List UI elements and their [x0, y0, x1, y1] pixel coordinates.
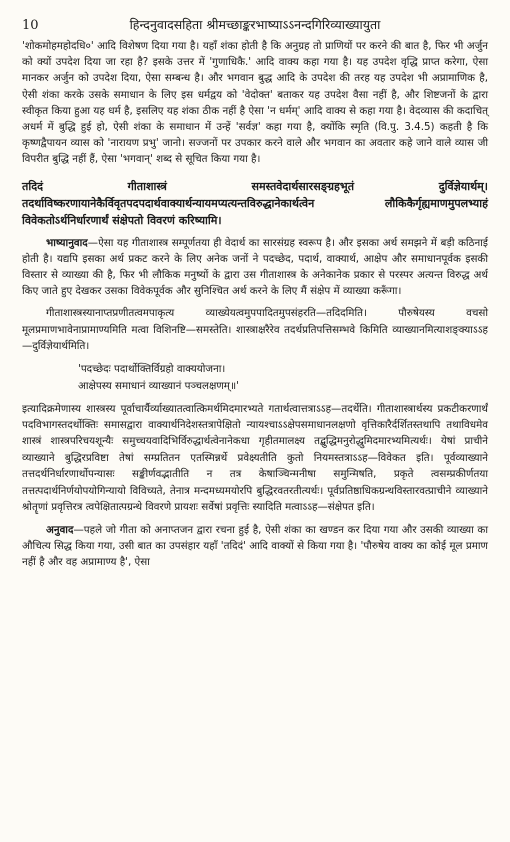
- running-head: हिन्दनुवादसहिता श्रीमच्छाङ्करभाष्याऽऽनन्दगिरिव्याख्यायुता: [129, 17, 381, 32]
- bhashya-text: तदिदं गीताशास्त्रं समस्तवेदार्थसारसङ्ग्रहभूतं दुर्विज्ञेयार्थम्। तदर्थाविष्करणायानेकैर्विवृतपदपदार्थवाक्यार्थन्यायमप्यत्यन्तविरुद्धानेकार्थत्वेन लौकिकैर्गृह्यमाणमुपलभ्याहं विवेकतोऽर्थनिर्धारणार्थं संक्षेपतो विवरणं करिष्यामि।: [22, 179, 488, 227]
- page-number: 10: [22, 18, 39, 33]
- bhashya-translation: [22, 235, 488, 300]
- verse-line-1: 'पदच्छेदः पदार्थोक्तिर्विग्रहो वाक्ययोजना।: [78, 362, 226, 375]
- bhashya-translation-text: —ऐसा यह गीताशास्त्र सम्पूर्णतया ही वेदार्थ का सारसंग्रह स्वरूप है। और इसका अर्थ समझने में बड़ी कठिनाई होती है। यद्यपि इसका अर्थ प्रकट करने के लिए अनेक जनों ने पदच्छेद, पदार्थ, वाक्यार्थ, आक्षेप और समाधानपूर्वक इसकी विस्तार से व्याख्या की है, फिर भी लौकिक मनुष्यों के द्वारा उस गीताशास्त्र के अनेकानेक प्रकार से परस्पर अत्यन्त विरुद्ध अर्थ किए जाते हुए देखकर उसका विवेकपूर्वक और सुनिश्चित अर्थ करने के लिए मैं संक्षेप में व्याख्या करूँगा।: [22, 236, 488, 298]
- page-header: [22, 16, 488, 38]
- commentary-paragraph-2: इत्यादिक्रमेणास्य शास्त्रस्य पूर्वाचार्यैर्व्याख्यातत्वात्किमर्थमिदमारभ्यते गतार्थत्वात्तत्राऽऽह—तदर्थेति। गीताशास्त्रार्थस्य प्रकटीकरणार्थं पदविभागस्तदर्थोक्तिः समासद्वारा वाक्यार्थनिदेशस्तत्रापेक्षितो न्यायश्चाऽऽक्षेपसमाधानलक्षणो वृत्तिकारैर्दर्शितस्तथापि तथाविधमेव शास्त्रं शास्त्रपरिचयशून्यैः समुच्चयवादिभिर्विरुद्धार्थत्वेनानेकधा गृहीतमालक्ष्य तद्बुद्धिमनुरोद्धुमिदमारभ्यमित्यर्थः। येषां प्राचीने व्याख्याने बुद्धिरप्रविष्टा तेषां सम्प्रतितन एतस्मिन्नर्थे प्रवेक्ष्यतीति कुतो नियमस्तत्राऽऽह—विवेकत इति। पूर्वव्याख्याने तत्तदर्थनिर्धारणार्थोपन्यासः सङ्कीर्णवद्भातीति न तत्र केषाञ्चिन्मनीषा समुन्मिषति, प्रकृते त्वसम्प्रकीर्णतया तत्तत्पदार्थनिर्णयोपयोगिन्यायो विविच्यते, तेनात्र मन्दमध्यमयोरपि बुद्धिरवतरतीत्यर्थः। पूर्वप्रतिष्ठाधिकग्रन्थविस्तारवत्प्राचीने व्याख्याने श्रोतॄणां प्रवृत्तिरत्र त्वपेक्षितात्पग्रन्थे विवरणे प्रायशः सर्वेषां प्रवृत्तिः स्यादिति मत्वाऽऽह—संक्षेपत इति।: [22, 402, 488, 514]
- bhashya-translation-label: भाष्यानुवाद: [46, 236, 88, 249]
- commentary-translation-label: अनुवाद: [46, 523, 74, 536]
- commentary-paragraph-1: गीताशास्त्रस्यानाप्तप्रणीतत्वमपाकृत्य व्याख्येयत्वमुपपादितमुपसंहरति—तदिदमिति। पौरुषेयस्य वचसो मूलप्रमाणभावेनाप्रामाण्यमिति मत्वा विशिनष्टि—समस्तेति। शास्त्राक्षरैरेव तदर्थप्रतिपत्तिसम्भवे किमिति व्याख्यानमित्याशङ्क्याऽऽह—दुर्विज्ञेयार्थमिति।: [22, 307, 488, 353]
- quoted-verse: [22, 361, 488, 395]
- verse-line-2: आक्षेपस्य समाधानं व्याख्यानं पञ्चलक्षणम्॥': [78, 379, 239, 392]
- commentary-translation-text: —पहले जो गीता को अनाप्तजन द्वारा रचना हुई है, ऐसी शंका का खण्डन कर दिया गया और उसकी व्याख्या का औचित्य सिद्ध किया गया, उसी बात का उपसंहार यहाँ 'तदिदं' आदि वाक्यों से किया गया है। 'पौरुषेय वाक्य का कोई मूल प्रमाण नहीं है और वह अप्रामाण्य है', ऐसा: [22, 523, 488, 568]
- hindi-paragraph-1: 'शोकमोहमहोदधि०' आदि विशेषण दिया गया है। यहाँ शंका होती है कि अनुग्रह तो प्राणियों पर करने की बात है, फिर भी अर्जुन को क्यों उपदेश दिया जा रहा है? इसके उत्तर में 'गुणाधिकै.' आदि वाक्य कहा गया है। यह उपदेश वृद्धि प्राप्त करेगा, ऐसा मानकर अर्जुन को उपदेश दिया, ऐसा सम्बन्ध है। और भगवान बुद्ध आदि के उपदेश की तरह यह उपदेश भी अप्रामाणिक है, ऐसी शंका करके उसके समाधान के लिए इस धर्मद्वय को 'वेदोक्त' बताकर यह उपदेश वैसा नहीं है, और शिष्टजनों के द्वारा स्वीकृत किया हुआ यह धर्म है, इसलिए यह शंका ठीक नहीं है ऐसा 'न धर्मम्' आदि वाक्य से कहा गया है। वेदव्यास की कदाचित् अधर्म में बुद्धि हुई हो, ऐसी शंका के समाधान में उन्हें 'सर्वज्ञ' कहा गया है, क्योंकि स्मृति (वि.पु. 3.4.5) कहती है कि कृष्णद्वैपायन व्यास को 'नारायण प्रभु' जानो। सज्जनों पर उपकार करने वाले और भगवान का अवतार कहे जाने वाले व्यास जी विपरीत बुद्धि नहीं हैं, ऐसा 'भगवान्' शब्द से सूचित किया गया है।: [22, 40, 488, 166]
- commentary-translation: [22, 522, 488, 571]
